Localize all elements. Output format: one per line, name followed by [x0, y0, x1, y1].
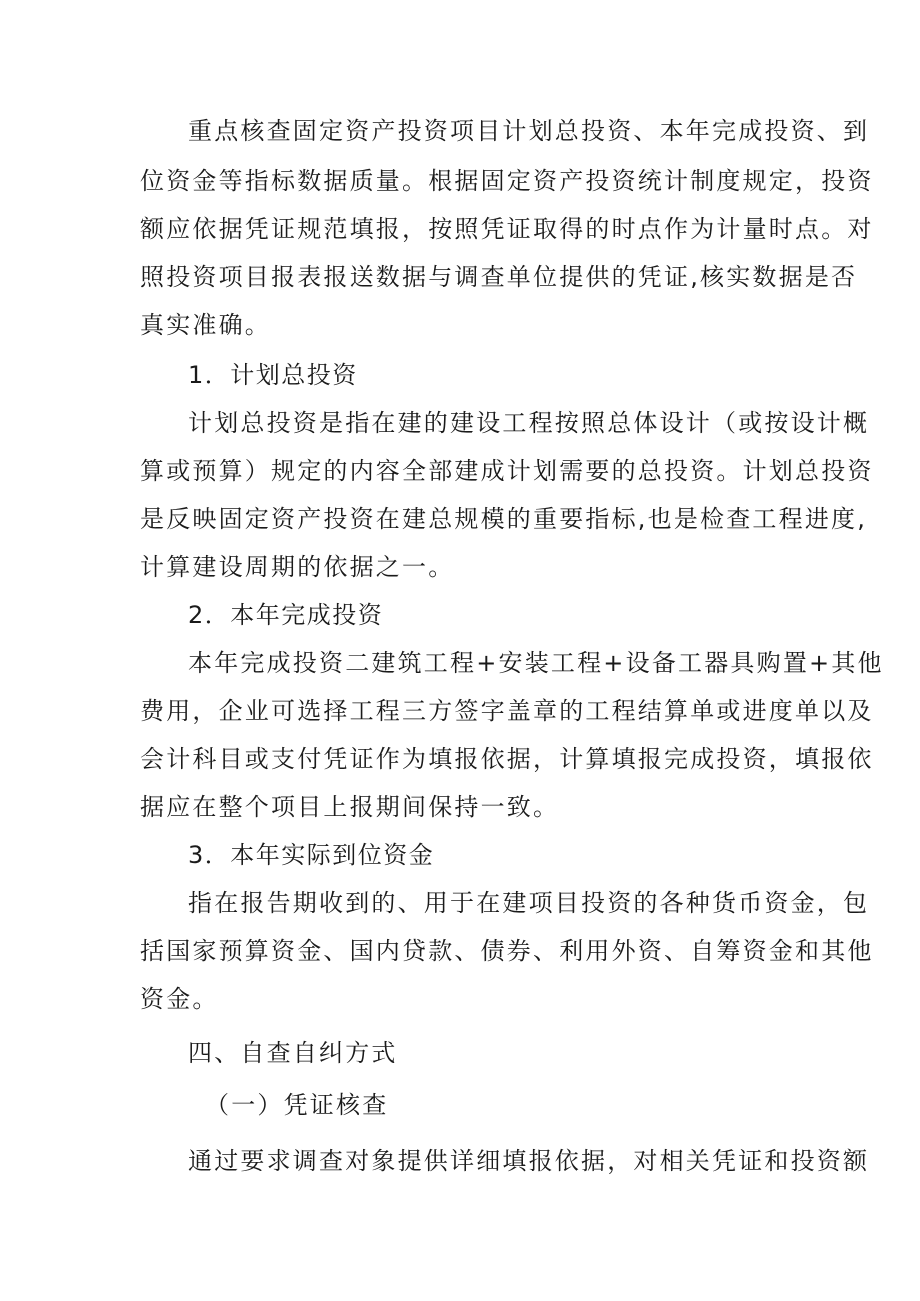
paragraph-line: 本年完成投资二建筑工程+安装工程+设备工器具购置+其他 — [188, 649, 884, 677]
section-heading: 2．本年完成投资 — [188, 601, 384, 629]
paragraph-line: 据应在整个项目上报期间保持一致。 — [140, 793, 560, 821]
paragraph-line: 通过要求调查对象提供详细填报依据，对相关凭证和投资额 — [188, 1147, 870, 1175]
paragraph-line: 指在报告期收到的、用于在建项目投资的各种货币资金，包 — [188, 889, 870, 917]
paragraph-line: 额应依据凭证规范填报，按照凭证取得的时点作为计量时点。对 — [140, 215, 874, 243]
paragraph-line: 括国家预算资金、国内贷款、债券、利用外资、自筹资金和其他 — [140, 937, 874, 965]
paragraph-line: 计算建设周期的依据之一。 — [140, 553, 455, 581]
section-heading: 1．计划总投资 — [188, 361, 358, 389]
section-heading: 3．本年实际到位资金 — [188, 841, 435, 869]
paragraph-line: 会计科目或支付凭证作为填报依据，计算填报完成投资，填报依 — [140, 745, 874, 773]
paragraph-line: 算或预算）规定的内容全部建成计划需要的总投资。计划总投资 — [140, 457, 874, 485]
paragraph-line: 计划总投资是指在建的建设工程按照总体设计（或按设计概 — [188, 409, 870, 437]
paragraph-line: 是反映固定资产投资在建总规模的重要指标,也是检查工程进度, — [140, 505, 868, 533]
paragraph-line: 资金。 — [140, 985, 219, 1013]
paragraph-line: 照投资项目报表报送数据与调查单位提供的凭证,核实数据是否 — [140, 263, 858, 291]
subsection-heading: （一）凭证核查 — [205, 1091, 389, 1119]
paragraph-line: 重点核查固定资产投资项目计划总投资、本年完成投资、到 — [188, 117, 870, 145]
paragraph-line: 费用，企业可选择工程三方签字盖章的工程结算单或进度单以及 — [140, 697, 874, 725]
chapter-heading: 四、自查自纠方式 — [188, 1039, 398, 1067]
paragraph-line: 位资金等指标数据质量。根据固定资产投资统计制度规定，投资 — [140, 167, 874, 195]
paragraph-line: 真实准确。 — [140, 311, 271, 339]
